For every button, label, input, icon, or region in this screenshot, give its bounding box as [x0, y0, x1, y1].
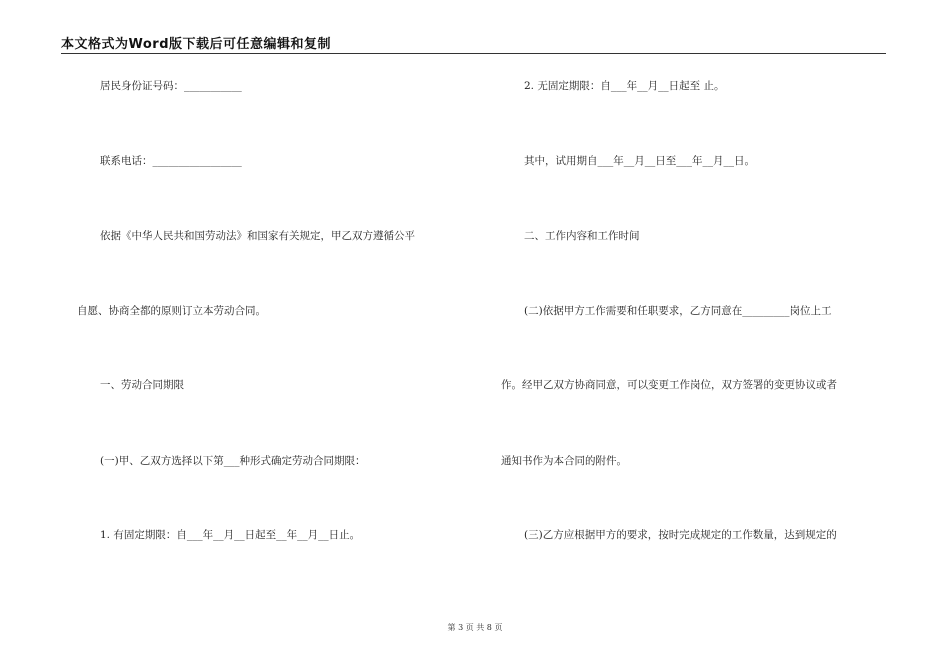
left-line-section-1: 一、劳动合同期限	[100, 379, 184, 391]
right-line-change-position: 作。经甲乙双方协商同意，可以变更工作岗位，双方签署的变更协议或者	[501, 379, 837, 391]
page-footer: 第 3 页 共 8 页	[447, 623, 503, 632]
right-line-workload: (三)乙方应根据甲方的要求，按时完成规定的工作数量，达到规定的	[524, 529, 837, 541]
right-line-position: (二)依据甲方工作需要和任职要求，乙方同意在_________岗位上工	[524, 305, 832, 317]
right-line-section-2: 二、工作内容和工作时间	[524, 230, 640, 242]
left-line-fixed-term: 1. 有固定期限：自___年__月__日起至__年__月__日止。	[100, 529, 361, 541]
left-line-legal-basis: 依据《中华人民共和国劳动法》和国家有关规定，甲乙双方遵循公平	[100, 230, 415, 242]
right-line-probation: 其中，试用期自___年__月__日至___年__月__日。	[524, 155, 755, 167]
right-line-open-term: 2. 无固定期限：自___年__月__日起至 止。	[524, 80, 725, 92]
left-line-id-number: 居民身份证号码：___________	[100, 80, 242, 92]
header-title: 本文格式为Word版下载后可任意编辑和复制	[61, 37, 332, 52]
right-line-attachment: 通知书作为本合同的附件。	[501, 455, 627, 467]
left-line-phone: 联系电话：_________________	[100, 155, 242, 167]
left-line-term-choice: (一)甲、乙双方选择以下第___种形式确定劳动合同期限：	[100, 455, 366, 467]
page-header	[61, 33, 886, 54]
left-line-principle: 自愿、协商全都的原则订立本劳动合同。	[77, 305, 266, 317]
